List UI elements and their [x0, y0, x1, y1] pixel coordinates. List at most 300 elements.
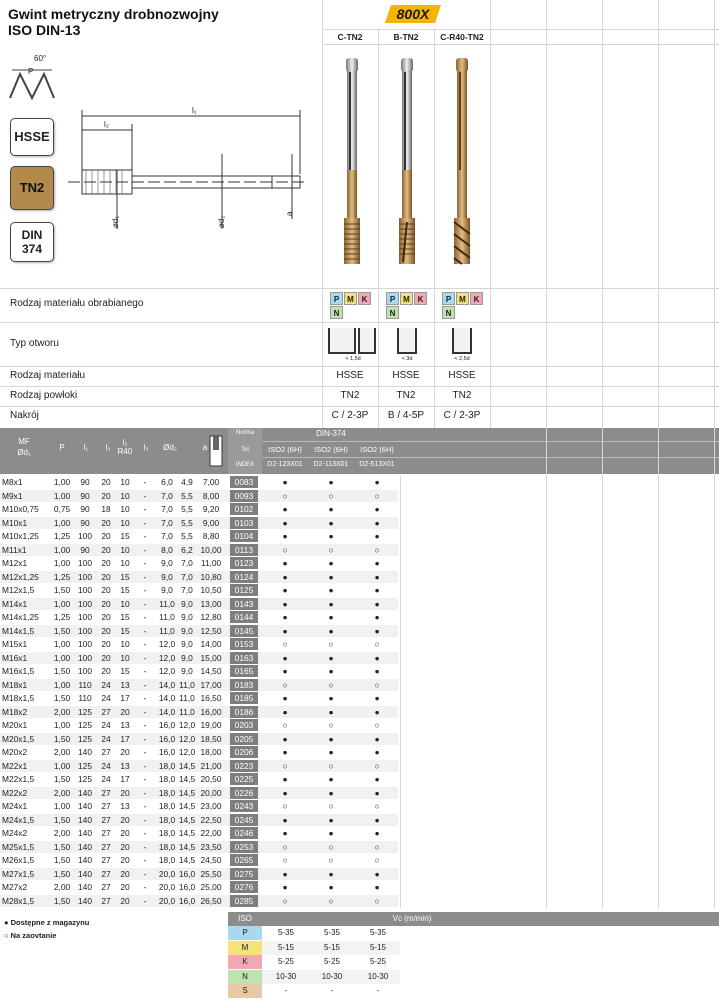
table-cell: 11,0 — [159, 625, 175, 636]
material-group: M — [228, 941, 262, 955]
table-cell: - — [143, 517, 147, 528]
table-cell: 9,0 — [181, 639, 193, 649]
table-cell: 9,0 — [181, 652, 193, 663]
thread-size: M15x1 — [2, 639, 28, 649]
table-cell: 27 — [101, 828, 111, 838]
table-row — [0, 854, 398, 866]
speed-table-body — [0, 926, 719, 998]
header-mf: MF Ød₁ — [17, 437, 31, 457]
table-cell: 27 — [101, 801, 111, 811]
table-cell: 140 — [78, 787, 92, 798]
table-cell: 20 — [120, 706, 130, 717]
table-cell: 27 — [101, 855, 111, 865]
table-cell: - — [143, 585, 147, 595]
table-cell: 7,0 — [161, 517, 173, 528]
table-cell: 20 — [101, 652, 111, 663]
table-row — [0, 719, 398, 731]
table-cell: 16,0 — [178, 868, 196, 879]
availability-mark: ● — [282, 531, 288, 541]
table-cell: 10 — [120, 477, 130, 487]
table-cell: 13 — [120, 760, 130, 771]
thread-size: M8x1 — [2, 477, 23, 487]
table-cell: 20,50 — [200, 774, 222, 784]
table-cell: 11,0 — [179, 693, 195, 703]
availability-mark: ● — [282, 882, 288, 892]
table-cell: 18,0 — [158, 760, 176, 771]
availability-mark: ● — [328, 477, 334, 487]
svg-text:P: P — [28, 67, 34, 76]
table-cell: 125 — [78, 706, 92, 717]
table-row — [0, 571, 398, 583]
table-cell: 1,25 — [53, 571, 71, 582]
grid-line — [658, 428, 659, 908]
table-cell: 2,00 — [53, 828, 71, 838]
table-cell: 10 — [120, 652, 130, 663]
index-code: 0225 — [230, 773, 258, 785]
cutting-speed: - — [284, 986, 288, 995]
table-cell: 18,00 — [200, 747, 222, 757]
availability-mark: ○ — [282, 720, 288, 730]
table-cell: 0,75 — [53, 504, 71, 514]
table-cell: 14,00 — [200, 639, 222, 649]
table-row — [0, 760, 398, 772]
table-cell: 27 — [101, 706, 111, 717]
table-cell: 16,50 — [200, 693, 222, 703]
cutting-speed: 5-35 — [277, 928, 294, 937]
table-cell: 15 — [120, 531, 130, 541]
thread-size: M24x1,5 — [2, 814, 35, 825]
label-tool-material: Rodzaj materiału — [10, 370, 86, 381]
table-row — [0, 611, 398, 623]
table-cell: 20 — [120, 787, 130, 798]
table-cell: - — [143, 801, 147, 811]
thread-size: M22x2 — [2, 787, 28, 798]
table-row — [0, 881, 398, 893]
index-code: 0226 — [230, 787, 258, 799]
table-cell: 22,50 — [200, 814, 222, 825]
availability-mark: ● — [282, 625, 288, 636]
table-cell: 13 — [120, 720, 130, 730]
table-cell: 22,00 — [200, 828, 222, 838]
table-cell: 5,5 — [181, 531, 193, 541]
table-cell: - — [143, 598, 147, 609]
table-cell: 18,0 — [158, 841, 176, 852]
material-badge-hsse: HSSE — [10, 118, 54, 156]
table-cell: 18,0 — [158, 814, 176, 825]
tool-material-value: HSSE — [392, 370, 420, 381]
availability-mark: ● — [328, 666, 334, 676]
table-cell: 20,0 — [158, 882, 176, 892]
table-cell: 9,0 — [181, 625, 193, 636]
table-cell: 16,0 — [178, 882, 196, 892]
table-cell: 13 — [120, 801, 130, 811]
table-cell: 100 — [78, 612, 92, 622]
drill-hole-icon — [204, 432, 228, 470]
grid-line — [0, 386, 719, 387]
thread-size: M18x1,5 — [2, 693, 35, 703]
table-cell: 100 — [78, 598, 92, 609]
availability-mark: ● — [374, 598, 380, 609]
table-cell: 14,50 — [200, 666, 222, 676]
table-cell: 9,0 — [181, 666, 193, 676]
index-code: 0246 — [230, 827, 258, 839]
index-code: 0145 — [230, 625, 258, 637]
availability-mark: ● — [374, 652, 380, 663]
table-cell: 10 — [120, 598, 130, 609]
table-cell: 20 — [101, 612, 111, 622]
tap-image-b-tn2 — [393, 52, 423, 272]
table-cell: - — [143, 882, 147, 892]
legend-available: ● Dostępne z magazynu — [4, 918, 90, 927]
grid-line — [322, 29, 719, 30]
header-l2: l₂ — [105, 443, 111, 452]
table-cell: 10,00 — [200, 544, 222, 555]
table-row — [0, 814, 398, 826]
table-cell: 125 — [78, 760, 92, 771]
label-workpiece-material: Rodzaj materiału obrabianego — [10, 298, 144, 309]
table-cell: 6,2 — [181, 544, 193, 555]
table-cell: - — [143, 747, 147, 757]
availability-mark: ● — [374, 517, 380, 528]
svg-text:l₂: l₂ — [104, 120, 109, 129]
availability-mark: ● — [374, 666, 380, 676]
table-cell: 10 — [120, 517, 130, 528]
availability-mark: ● — [282, 868, 288, 879]
thread-size: M24x2 — [2, 828, 28, 838]
table-cell: 90 — [80, 504, 90, 514]
table-cell: 5,5 — [181, 490, 193, 501]
table-cell: 11,0 — [159, 598, 175, 609]
table-cell: 25,50 — [200, 868, 222, 879]
availability-mark: ● — [328, 652, 334, 663]
blind-hole-icon — [358, 328, 376, 354]
table-cell: 8,80 — [202, 531, 220, 541]
table-cell: 10,50 — [200, 585, 222, 595]
table-row — [0, 665, 398, 677]
availability-mark: ○ — [328, 801, 334, 811]
table-cell: 100 — [78, 558, 92, 568]
label-chamfer: Nakrój — [10, 410, 39, 421]
availability-mark: ○ — [282, 639, 288, 649]
table-row — [0, 800, 398, 812]
availability-mark: ○ — [328, 544, 334, 555]
index-code: 0253 — [230, 841, 258, 853]
availability-mark: ● — [374, 814, 380, 825]
table-cell: 140 — [78, 868, 92, 879]
availability-mark: ● — [374, 571, 380, 582]
table-cell: 90 — [80, 517, 90, 528]
thread-size: M20x1 — [2, 720, 28, 730]
availability-mark: ○ — [282, 544, 288, 555]
table-cell: 9,0 — [161, 558, 173, 568]
table-cell: 9,20 — [202, 504, 220, 514]
index-code: 0104 — [230, 530, 258, 542]
material-group: P — [228, 926, 262, 940]
grid-line — [602, 428, 603, 908]
table-cell: 8,00 — [202, 490, 220, 501]
table-cell: 24 — [101, 733, 111, 744]
table-cell: 20 — [120, 895, 130, 906]
availability-mark: ○ — [374, 841, 380, 852]
table-cell: - — [143, 733, 147, 744]
table-cell: 14,0 — [158, 706, 176, 717]
availability-mark: ● — [374, 504, 380, 514]
grid-line — [262, 441, 719, 442]
table-cell: 20 — [101, 639, 111, 649]
table-cell: 7,0 — [161, 504, 173, 514]
table-cell: 1,00 — [53, 679, 71, 690]
material-group: K — [228, 955, 262, 969]
hole-caption: < 1,5d — [345, 356, 361, 362]
table-cell: 7,0 — [161, 490, 173, 501]
table-cell: 14,5 — [178, 760, 196, 771]
table-cell: - — [143, 720, 147, 730]
availability-mark: ● — [374, 747, 380, 757]
availability-mark: ● — [328, 828, 334, 838]
table-cell: 1,00 — [53, 598, 71, 609]
table-row — [0, 679, 398, 691]
table-cell: - — [143, 760, 147, 771]
table-cell: - — [143, 625, 147, 636]
svg-text:60°: 60° — [34, 54, 47, 63]
page-title — [8, 6, 219, 38]
brand-logo-text: 800X — [396, 6, 430, 22]
thread-size: M26x1,5 — [2, 855, 35, 865]
table-cell: 26,50 — [200, 895, 222, 906]
table-cell: 16,0 — [158, 733, 176, 744]
table-cell: 27 — [101, 787, 111, 798]
table-cell: 12,0 — [178, 747, 196, 757]
table-cell: 17 — [120, 774, 130, 784]
availability-mark: ● — [328, 747, 334, 757]
table-cell: 18,0 — [158, 855, 176, 865]
table-cell: 18,0 — [158, 801, 176, 811]
availability-mark: ● — [282, 814, 288, 825]
table-row — [0, 503, 398, 515]
index-code: 0183 — [230, 679, 258, 691]
table-cell: 17 — [120, 733, 130, 744]
cutting-speed: 5-15 — [323, 942, 340, 952]
index-code: 0165 — [230, 665, 258, 677]
table-row — [0, 868, 398, 880]
table-cell: - — [143, 693, 147, 703]
table-cell: 2,00 — [53, 787, 71, 798]
thread-size: M27x2 — [2, 882, 28, 892]
table-cell: 7,0 — [181, 571, 193, 582]
availability-mark: ○ — [374, 720, 380, 730]
thread-size: M14x1,5 — [2, 625, 35, 636]
thread-size: M10x1 — [2, 517, 28, 528]
table-cell: 20,0 — [158, 895, 176, 906]
tol-value: ISO2 (6H) — [360, 445, 394, 454]
thread-size: M25x1,5 — [2, 841, 35, 852]
material-group: N — [228, 970, 262, 984]
table-cell: 14,5 — [178, 814, 196, 825]
table-cell: 15 — [120, 585, 130, 595]
table-cell: 1,00 — [53, 720, 71, 730]
table-row — [0, 490, 398, 502]
thread-size: M10x1,25 — [2, 531, 39, 541]
table-row — [0, 773, 398, 785]
grid-line — [714, 428, 715, 908]
table-cell: 1,50 — [53, 841, 71, 852]
availability-mark: ● — [282, 774, 288, 784]
table-cell: 12,0 — [178, 733, 196, 744]
availability-mark: ○ — [374, 801, 380, 811]
table-cell: 100 — [78, 625, 92, 636]
index-code: 0144 — [230, 611, 258, 623]
availability-mark: ● — [282, 828, 288, 838]
chamfer-value: C / 2-3P — [331, 410, 369, 421]
table-cell: 11,0 — [179, 679, 195, 690]
availability-mark: ● — [328, 612, 334, 622]
hole-caption: < 3d — [401, 356, 413, 362]
index-code: 0243 — [230, 800, 258, 812]
availability-mark: ● — [328, 733, 334, 744]
material-grid-b-tn2: P M K N — [386, 292, 430, 320]
table-cell: - — [143, 868, 147, 879]
availability-mark: ● — [328, 882, 334, 892]
table-row — [0, 787, 398, 799]
table-cell: 1,25 — [53, 531, 71, 541]
availability-mark: ● — [374, 625, 380, 636]
index-value: D2-513X01 — [359, 461, 395, 468]
grid-line — [0, 322, 719, 323]
table-row — [0, 557, 398, 569]
table-cell: 20 — [120, 882, 130, 892]
legend-on-order: ○ Na zaovtanie — [4, 931, 57, 940]
table-row — [0, 598, 398, 610]
label-coating: Rodzaj powłoki — [10, 390, 78, 401]
index-code: 0102 — [230, 503, 258, 515]
index-code: 0276 — [230, 881, 258, 893]
table-cell: 90 — [80, 544, 90, 555]
speed-vc-label: Vc (m/min) — [392, 914, 432, 923]
availability-mark: ● — [374, 693, 380, 703]
table-cell: 110 — [78, 693, 92, 703]
table-cell: 1,00 — [53, 477, 71, 487]
table-cell: 1,50 — [53, 693, 71, 703]
table-cell: 14,5 — [178, 774, 196, 784]
cutting-speed: - — [376, 986, 380, 995]
grid-line — [400, 476, 401, 908]
index-code: 0205 — [230, 733, 258, 745]
cutting-speed: 5-35 — [323, 928, 340, 937]
table-cell: 7,0 — [161, 531, 173, 541]
availability-mark: ○ — [374, 679, 380, 690]
thread-size: M20x1,5 — [2, 733, 35, 744]
table-cell: 27 — [101, 895, 111, 906]
table-cell: 18,0 — [158, 774, 176, 784]
table-cell: 15 — [120, 666, 130, 676]
availability-mark: ● — [328, 504, 334, 514]
table-cell: 20,00 — [200, 787, 222, 798]
table-cell: 1,50 — [53, 814, 71, 825]
table-cell: - — [143, 652, 147, 663]
availability-mark: ○ — [328, 841, 334, 852]
thread-size: M16x1,5 — [2, 666, 35, 676]
availability-mark: ● — [374, 882, 380, 892]
table-cell: 21,00 — [200, 760, 222, 771]
thread-size: M16x1 — [2, 652, 28, 663]
table-cell: 24 — [101, 679, 111, 690]
table-cell: 10 — [120, 544, 130, 555]
table-cell: 1,50 — [53, 774, 71, 784]
table-cell: 20 — [101, 544, 111, 555]
table-cell: 140 — [78, 882, 92, 892]
table-cell: - — [143, 639, 147, 649]
availability-mark: ● — [282, 585, 288, 595]
tool-material-value: HSSE — [448, 370, 476, 381]
table-cell: 140 — [78, 855, 92, 865]
availability-mark: ○ — [282, 679, 288, 690]
table-cell: 14,0 — [158, 679, 176, 690]
thread-size: M12x1,25 — [2, 571, 39, 582]
table-cell: 140 — [78, 828, 92, 838]
index-code: 0285 — [230, 895, 258, 907]
table-cell: 9,0 — [181, 598, 193, 609]
index-value: D2-113X01 — [313, 461, 349, 468]
svg-text:l₁: l₁ — [192, 106, 197, 115]
table-cell: 1,00 — [53, 544, 71, 555]
coating-value: TN2 — [452, 390, 472, 401]
availability-mark: ● — [374, 706, 380, 717]
table-cell: 12,0 — [178, 720, 196, 730]
material-grid-c-tn2: P M K N — [330, 292, 374, 320]
table-cell: 20 — [101, 585, 111, 595]
table-cell: 10,80 — [200, 571, 222, 582]
table-cell: 24 — [101, 720, 111, 730]
availability-mark: ● — [282, 517, 288, 528]
table-cell: 140 — [78, 814, 92, 825]
availability-mark: ● — [374, 868, 380, 879]
cutting-speed: 10-30 — [321, 971, 343, 981]
table-cell: - — [143, 571, 147, 582]
table-cell: 1,00 — [53, 517, 71, 528]
index-code: 0163 — [230, 652, 258, 664]
table-cell: 11,00 — [200, 558, 222, 568]
table-cell: 17,00 — [200, 679, 222, 690]
table-cell: 9,0 — [161, 585, 173, 595]
table-cell: 23,00 — [200, 801, 222, 811]
availability-mark: ● — [328, 571, 334, 582]
table-cell: 10 — [120, 504, 130, 514]
grid-line — [714, 0, 715, 428]
availability-mark: ● — [374, 733, 380, 744]
availability-mark: ○ — [282, 801, 288, 811]
table-row — [0, 544, 398, 556]
speed-row — [228, 941, 400, 955]
grid-line — [322, 0, 323, 428]
table-cell: 23,50 — [200, 841, 222, 852]
header-p: P — [59, 443, 65, 452]
index-code: 0103 — [230, 517, 258, 529]
table-cell: 11,0 — [179, 706, 195, 717]
thread-size: M18x1 — [2, 679, 28, 690]
table-cell: 1,50 — [53, 666, 71, 676]
table-cell: 20 — [101, 666, 111, 676]
index-label: INDEX — [235, 462, 255, 468]
chamfer-value: C / 2-3P — [443, 410, 481, 421]
table-cell: 10 — [120, 558, 130, 568]
availability-mark: ● — [328, 706, 334, 717]
index-code: 0245 — [230, 814, 258, 826]
tol-value: ISO2 (6H) — [314, 445, 348, 454]
cutting-speed: - — [330, 986, 334, 995]
table-cell: 10 — [120, 490, 130, 501]
table-cell: 20 — [101, 477, 111, 487]
table-cell: 4,9 — [181, 477, 193, 487]
